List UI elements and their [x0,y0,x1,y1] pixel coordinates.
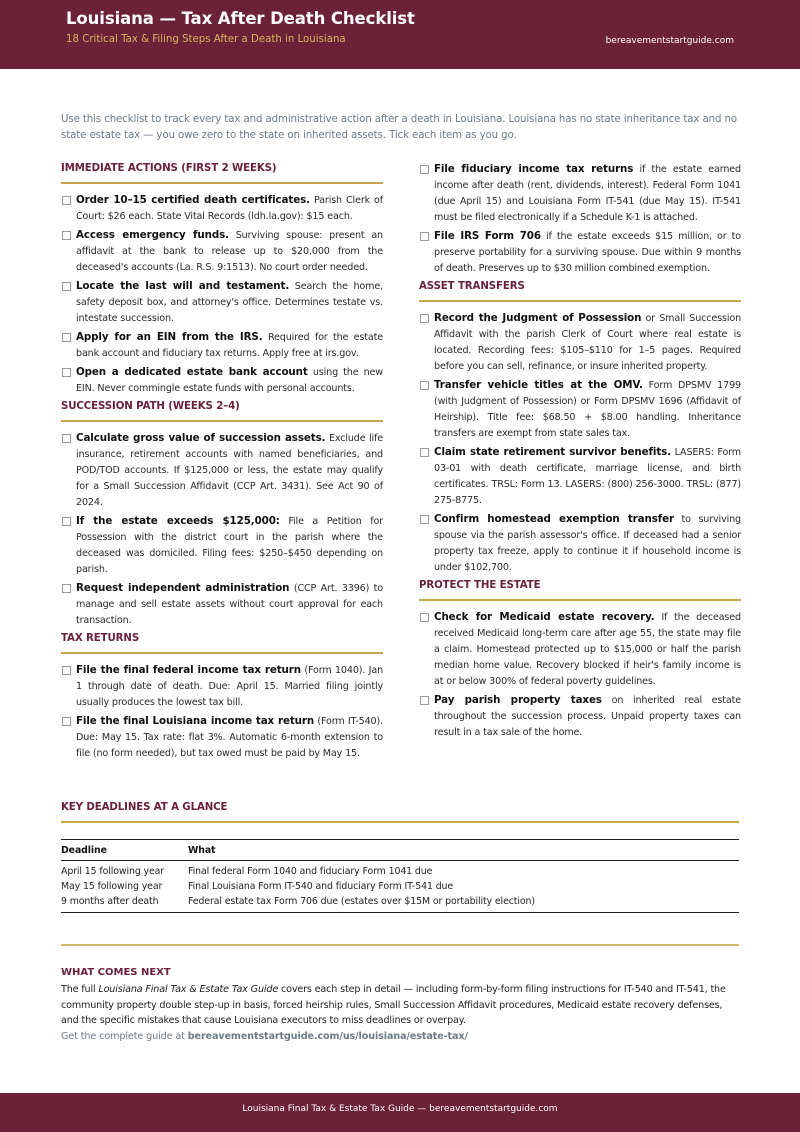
checklist-item [419,161,741,226]
right-column [419,161,741,743]
item-heading: Locate the last will and testament. [76,280,290,292]
deadline-cell: May 15 following year [61,881,163,892]
section-divider [61,821,739,823]
section-divider [419,599,741,601]
what-cell: Final Louisiana Form IT-540 and fiduciary Form IT-541 due [188,881,454,892]
deadlines-section [61,800,739,913]
item-description: (CCP Art. 3396) to manage and sell estate assets without court approval for each transaction. [76,583,383,626]
item-heading: If the estate exceeds $125,000: [76,515,280,527]
checkbox[interactable] [420,232,429,241]
checklist-item [419,310,741,375]
section-divider [61,652,383,654]
section-separator [61,944,739,946]
deadlines-title: KEY DEADLINES AT A GLANCE [61,802,228,813]
item-heading: Open a dedicated estate bank account [76,366,308,378]
checkbox[interactable] [420,314,429,323]
deadlines-table [61,839,739,913]
checklist [419,609,741,741]
item-heading: Apply for an EIN from the IRS. [76,331,263,343]
checkbox[interactable] [62,717,71,726]
item-description: (Form IT-540). Due: May 15. Tax rate: flat 3%. Automatic 6-month extension to file (no form needed), but tax owed must be paid by May 15. [76,716,383,759]
item-heading: Request independent administration [76,582,290,594]
checklist-item [419,609,741,690]
next-body-suffix: covers each step in detail — including form-by-form filing instructions for IT-540 and IT-541, the community property double step-up in basis, forced heirship rules, Small Succession Affidavit procedures, Medicaid estate recovery defenses, and the specific mistakes that cause Louisiana executors to miss deadlines or overpay. [61,984,726,1026]
section-divider [61,182,383,184]
guide-name: Louisiana Final Tax & Estate Tax Guide [98,984,279,995]
section-title: ASSET TRANSFERS [419,281,525,292]
item-description: Search the home, safety deposit box, and attorney's office. Determines testate vs. intestate succession. [76,281,383,324]
checkbox[interactable] [62,368,71,377]
checkbox[interactable] [420,381,429,390]
checklist-item [419,377,741,442]
checklist-item [419,444,741,509]
item-description: Parish Clerk of Court: $26 each. State Vital Records (ldh.la.gov): $15 each. [76,195,383,222]
page-subtitle: 18 Critical Tax & Filing Steps After a Death in Louisiana [66,34,346,45]
checklist-item [61,227,383,276]
checkbox[interactable] [62,666,71,675]
next-body [61,982,741,1029]
item-description: using the new EIN. Never commingle estate funds with personal accounts. [76,367,383,394]
item-heading: File IRS Form 706 [434,230,541,242]
checklist-item [61,278,383,327]
footer-text: Louisiana Final Tax & Estate Tax Guide — bereavementstartguide.com [242,1104,558,1114]
item-description: Required for the estate bank account and fiduciary tax returns. Apply free at irs.gov. [76,332,383,359]
page-title: Louisiana — Tax After Death Checklist [66,9,415,28]
checkbox[interactable] [62,231,71,240]
checklist-item [61,364,383,397]
section-title: TAX RETURNS [61,633,140,644]
item-description: File a Petition for Possession with the district court in the parish where the deceased was domiciled. Filing fees: $250–$450 depending on parish. [76,516,383,575]
item-heading: Confirm homestead exemption transfer [434,513,674,525]
left-column [61,161,383,764]
guide-link[interactable]: bereavementstartguide.com/us/louisiana/estate-tax/ [187,1030,468,1042]
checkbox[interactable] [420,696,429,705]
what-cell: Final federal Form 1040 and fiduciary Form 1041 due [188,866,433,877]
table-row [61,879,739,894]
checklist-item [61,192,383,225]
page-footer [0,1093,800,1132]
table-header-row [61,840,739,861]
checkbox[interactable] [62,584,71,593]
item-heading: File the final federal income tax return [76,664,301,676]
item-heading: Transfer vehicle titles at the OMV. [434,379,643,391]
checklist-item [61,329,383,362]
item-description: LASERS: Form 03-01 with death certificate, marriage license, and birth certificates. TRSL: Form 13. LASERS: (800) 256-3000. TRSL: (877) 275-8775. [434,447,741,506]
what-comes-next-section [61,967,741,1042]
item-description: Surviving spouse: present an affidavit at the bank to release up to $20,000 from the deceased's accounts (La. R.S. 9:1513). No court order needed. [76,230,383,273]
column-header-deadline: Deadline [61,840,188,861]
checkbox[interactable] [420,165,429,174]
checklist-item [419,228,741,277]
next-link-prefix: Get the complete guide at [61,1030,188,1042]
section-title: SUCCESSION PATH (WEEKS 2–4) [61,401,240,412]
checklist-item [419,511,741,576]
checklist-item [61,513,383,578]
checkbox[interactable] [62,517,71,526]
next-body-prefix: The full [61,984,99,995]
item-description: (Form 1040). Jan 1 through date of death. Due: April 15. Married filing jointly usually produces the lowest tax bill. [76,665,383,708]
item-heading: Claim state retirement survivor benefits. [434,446,672,458]
checkbox[interactable] [62,434,71,443]
deadline-cell: 9 months after death [61,894,188,913]
checklist [61,192,383,397]
checklist-item [419,692,741,741]
what-cell: Federal estate tax Form 706 due (estates over $15M or portability election) [188,894,739,913]
item-heading: Pay parish property taxes [434,694,602,706]
item-heading: Access emergency funds. [76,229,229,241]
section-title: PROTECT THE ESTATE [419,580,541,591]
checklist-item [61,662,383,711]
table-row [61,861,739,880]
checklist-item [61,580,383,629]
item-heading: Calculate gross value of succession assets. [76,432,326,444]
item-heading: File fiduciary income tax returns [434,163,634,175]
table-row [61,894,739,913]
item-description: if the estate exceeds $15 million, or to preserve portability for a surviving spouse. Due within 9 months of death. Preserves up to $30 million combined exemption. [434,231,741,274]
header-site-link[interactable]: bereavementstartguide.com [605,36,734,46]
checkbox[interactable] [62,282,71,291]
section-divider [61,420,383,422]
column-header-what: What [188,840,739,861]
item-heading: Check for Medicaid estate recovery. [434,611,655,623]
item-description: if the estate earned income after death (rent, dividends, interest). Federal Form 1041 (due April 15) and Louisiana Form IT-541 (due May 15). IT-541 must be filed electronically if a Schedule K-1 is attached. [434,164,741,223]
item-heading: Record the Judgment of Possession [434,312,642,324]
checklist [419,161,741,277]
item-heading: File the final Louisiana income tax return [76,715,315,727]
page-header [0,0,800,69]
section-title: IMMEDIATE ACTIONS (FIRST 2 WEEKS) [61,163,277,174]
item-description: If the deceased received Medicaid long-term care after age 55, the state may file a claim. Homestead protected up to $15,000 or half the parish median home value. Recovery blocked if heir's family income is at or below 300% of federal poverty guidelines. [434,612,741,687]
checkbox[interactable] [62,196,71,205]
checklist [61,430,383,629]
checklist [61,662,383,762]
item-description: to surviving spouse via the parish assessor's office. If deceased had a senior property tax freeze, apply to continue it if household income is under $102,700. [434,514,741,573]
next-link-line [61,1031,741,1042]
item-description: Form DPSMV 1799 (with Judgment of Possession) or Form DPSMV 1696 (Affidavit of Heirship). Title fee: $68.50 + $8.00 handling. Inheritance transfers are exempt from state sales tax. [434,380,741,439]
checkbox[interactable] [420,515,429,524]
intro-text: Use this checklist to track every tax and administrative action after a death in Louisiana. Louisiana has no state inheritance tax and no state estate tax — you owe zero to the state on inherited assets. Tick each item as you go. [61,114,737,141]
item-description: on inherited real estate throughout the succession process. Unpaid property taxes can result in a tax sale of the home. [434,695,741,738]
item-description: or Small Succession Affidavit with the parish Clerk of Court where real estate is located. Recording fees: $105–$110 for 1–5 pages. Required before you can sell, refinance, or insure inherited property. [434,313,741,372]
checkbox[interactable] [420,448,429,457]
item-description: Exclude life insurance, retirement accounts with named beneficiaries, and POD/TOD accounts. If $125,000 or less, the estate may qualify for a Small Succession Affidavit (CCP Art. 3431). See Act 90 of 2024. [76,433,384,508]
checklist-item [61,430,383,511]
section-divider [419,300,741,302]
checkbox[interactable] [62,333,71,342]
next-title: WHAT COMES NEXT [61,967,171,978]
checkbox[interactable] [420,613,429,622]
checklist-item [61,713,383,762]
deadline-cell: April 15 following year [61,866,165,877]
checklist [419,310,741,576]
item-heading: Order 10–15 certified death certificates. [76,194,310,206]
